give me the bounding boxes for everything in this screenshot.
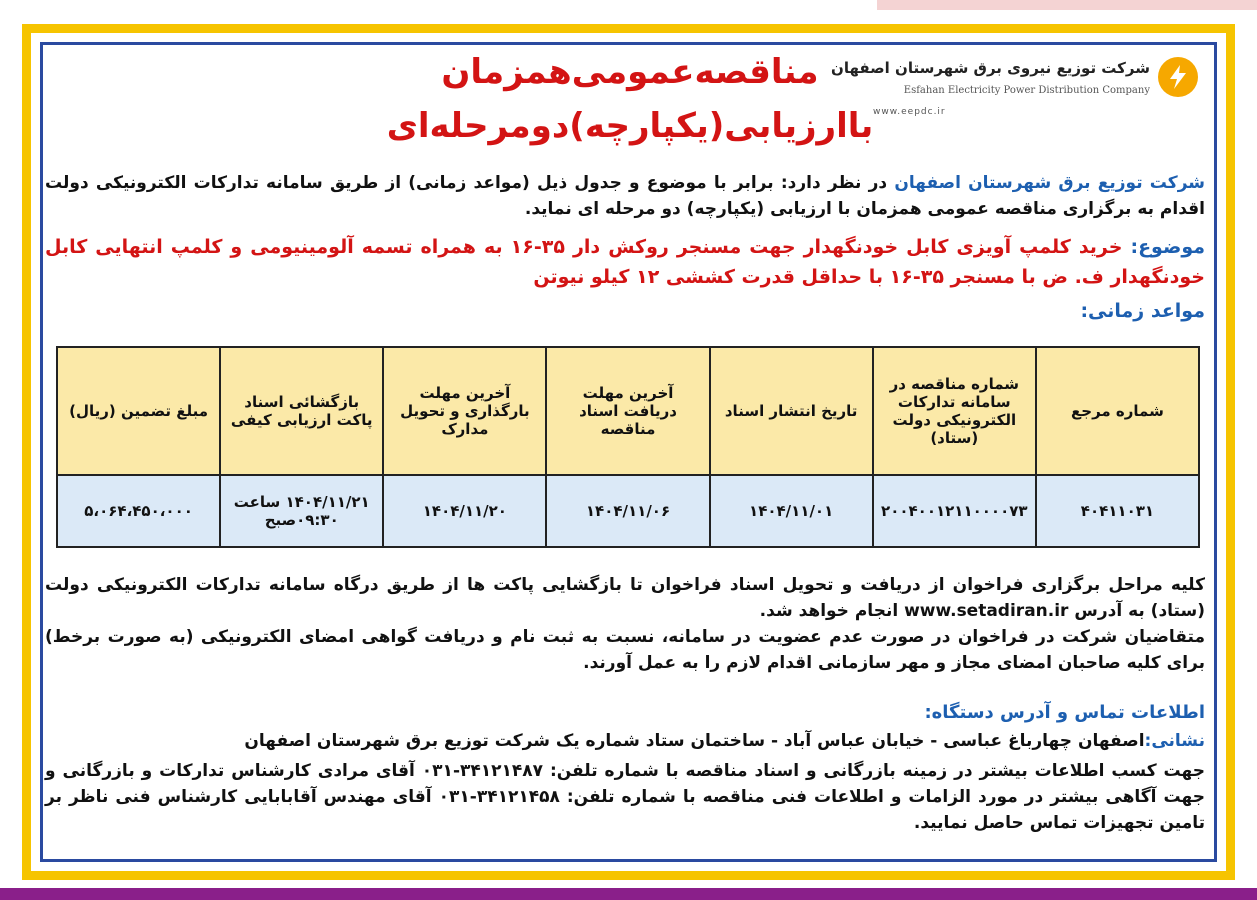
table-cell: ۴۰۴۱۱۰۳۱	[1036, 475, 1199, 547]
body-paragraph-1: کلیه مراحل برگزاری فراخوان از دریافت و تحویل اسناد فراخوان تا بازگشایی پاکت ها از طریق درگاه سامانه تدارکات الکترونیکی دولت (ستاد) به آدرس www.setadiran.ir انجام خواهد شد.	[45, 575, 1205, 621]
table-cell: ۱۴۰۴/۱۱/۲۱ ساعت ۰۹:۳۰صبح	[220, 475, 383, 547]
intro-org: شرکت توزیع برق شهرستان اصفهان	[894, 173, 1205, 193]
table-header: تاریخ انتشار اسناد	[710, 347, 873, 475]
company-logo	[831, 55, 1198, 125]
table-row	[57, 475, 1199, 547]
subject-text: خرید کلمپ آویزی کابل خودنگهدار جهت مسنجر روکش دار ۳۵-۱۶ به همراه تسمه آلومینیومی و کلمپ انتهایی کابل خودنگهدار ف. ض با مسنجر ۳۵-۱۶ با حداقل قدرت کششی ۱۲ کیلو نیوتن	[45, 236, 1205, 288]
body-paragraph-2: متقاضیان شرکت در فراخوان در صورت عدم عضویت در سامانه، نسبت به ثبت نام و دریافت گواهی امضای الکترونیکی (به صورت برخط) برای کلیه صاحبان امضای مجاز و مهر سازمانی اقدام لازم را به عمل آورند.	[45, 627, 1205, 673]
address-label: نشانی:	[1144, 731, 1205, 751]
table-header: آخرین مهلت بارگذاری و تحویل مدارک	[383, 347, 546, 475]
table-header: آخرین مهلت دریافت اسناد مناقصه	[546, 347, 709, 475]
table-cell: ۱۴۰۴/۱۱/۰۱	[710, 475, 873, 547]
subject-label: موضوع:	[1130, 236, 1205, 258]
logo-company-fa: شرکت توزیع نیروی برق شهرستان اصفهان	[831, 59, 1150, 77]
body-paragraphs	[45, 572, 1205, 676]
top-strip-bar	[877, 0, 1257, 10]
intro-paragraph	[45, 170, 1205, 222]
address-text: اصفهان چهارباغ عباسی - خیابان عباس آباد - ساختمان ستاد شماره یک شرکت توزیع برق شهرستان اصفهان	[244, 731, 1145, 751]
logo-url: www.eepdc.ir	[873, 107, 946, 117]
title-line-2: باارزیابی(یکپارچه)دومرحله‌ای	[386, 106, 874, 146]
lightning-icon	[1158, 57, 1198, 97]
intro-text: در نظر دارد: برابر با موضوع و جدول ذیل (مواعد زمانی) از طریق سامانه تدارکات الکترونیکی دولت اقدام به برگزاری مناقصه عمومی همزمان با ارزیابی (یکپارچه) دو مرحله ای نماید.	[45, 173, 1205, 219]
address-paragraph	[45, 728, 1205, 754]
table-header-row	[57, 347, 1199, 475]
table-cell: ۵،۰۶۴،۴۵۰،۰۰۰	[57, 475, 220, 547]
table-cell: ۱۴۰۴/۱۱/۲۰	[383, 475, 546, 547]
dates-label: مواعد زمانی:	[1080, 300, 1205, 322]
table-header: شماره مرجع	[1036, 347, 1199, 475]
table-header: مبلغ تضمین (ریال)	[57, 347, 220, 475]
title-line-1: مناقصه‌عمومی‌همزمان	[441, 52, 819, 92]
contact-label: اطلاعات تماس و آدرس دستگاه:	[924, 702, 1205, 723]
schedule-table	[56, 346, 1200, 548]
table-header: شماره مناقصه در سامانه تدارکات الکترونیکی دولت (ستاد)	[873, 347, 1036, 475]
bottom-bar	[0, 888, 1257, 900]
table-header: بازگشائی اسناد پاکت ارزیابی کیفی	[220, 347, 383, 475]
table-cell: ۱۴۰۴/۱۱/۰۶	[546, 475, 709, 547]
subject-paragraph	[45, 232, 1205, 292]
top-strip	[0, 0, 1257, 14]
contact-info-paragraph: جهت کسب اطلاعات بیشتر در زمینه بازرگانی و اسناد مناقصه با شماره تلفن: ۳۴۱۲۱۴۸۷-۰۳۱ آقای مرادی کارشناس تدارکات و بازرگانی و جهت آگاهی بیشتر در مورد الزامات و اطلاعات فنی مناقصه با شماره تلفن: ۳۴۱۲۱۴۵۸-۰۳۱ آقای مهندس آقابابایی کارشناس فنی ناظر بر تامین تجهیزات تماس حاصل نمایید.	[45, 761, 1205, 833]
logo-company-en: Esfahan Electricity Power Distribution Company	[903, 85, 1150, 96]
table-cell: ۲۰۰۴۰۰۱۲۱۱۰۰۰۰۷۳	[873, 475, 1036, 547]
